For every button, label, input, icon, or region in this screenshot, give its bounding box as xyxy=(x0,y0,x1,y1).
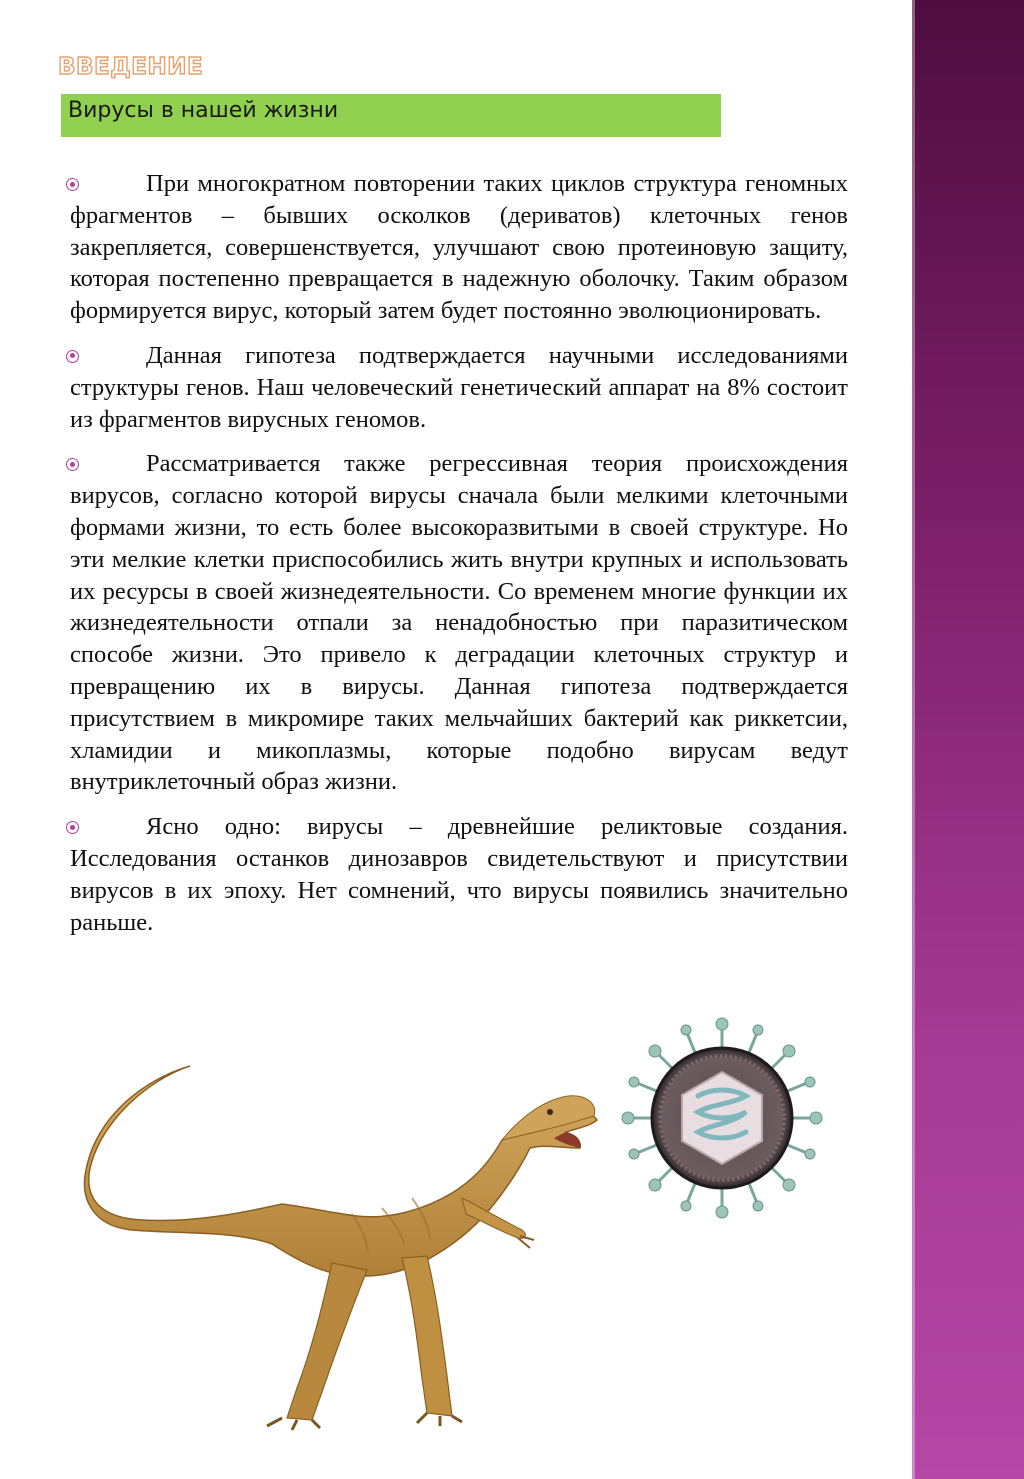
bullet-icon xyxy=(66,350,79,363)
decorative-side-bar xyxy=(912,0,1024,1479)
dinosaur-illustration xyxy=(85,1066,597,1430)
paragraph-text: При многократном повторении таких циклов структура геномных фрагментов – бывших осколков (дериватов) клеточных генов закрепляется, совершенствуется, улучшают свою протеиновую защиту, которая постепенно превращается в надежную оболочку. Таким образом формируется вирус, который затем будет постоянно эволюционировать. xyxy=(70,170,848,325)
paragraph-text: Рассматривается также регрессивная теория происхождения вирусов, согласно которой вирусы сначала были мелкими клеточными формами жизни, то есть более высокоразвитыми в своей структуре. Но эти мелкие клетки приспособились жить внутри крупных и использовать их ресурсы в своей жизнедеятельности. Со временем многие функции их жизнедеятельности отпали за ненадобностью при паразитическом способе жизни. Это привело к деградации клеточных структур и превращению их в вирусы. Данная гипотеза подтверждается присутствием в микромире таких мельчайших бактерий как риккетсии, хламидии и микоплазмы, которые подобно вирусам ведут внутриклеточный образ жизни. xyxy=(70,450,848,796)
paragraph-1 xyxy=(70,168,848,327)
subtitle-text: Вирусы в нашей жизни xyxy=(68,98,339,123)
paragraph-text: Данная гипотеза подтверждается научными исследованиями структуры генов. Наш человеческий генетический аппарат на 8% состоит из фрагментов вирусных геномов. xyxy=(70,341,848,433)
subtitle-banner xyxy=(61,94,721,137)
text-content xyxy=(70,168,848,951)
paragraph-4 xyxy=(70,811,848,938)
bullet-icon xyxy=(66,178,79,191)
section-heading: ВВЕДЕНИЕ xyxy=(58,54,204,80)
paragraph-3 xyxy=(70,448,848,798)
bullet-icon xyxy=(66,821,79,834)
paragraph-text: Ясно одно: вирусы – древнейшие реликтовые создания. Исследования останков динозавров свидетельствуют и присутствии вирусов в их эпоху. Нет сомнений, что вирусы появились значительно раньше. xyxy=(70,813,848,936)
illustration xyxy=(82,1008,870,1438)
paragraph-2 xyxy=(70,340,848,435)
bullet-icon xyxy=(66,458,79,471)
virus-illustration xyxy=(622,1018,822,1218)
